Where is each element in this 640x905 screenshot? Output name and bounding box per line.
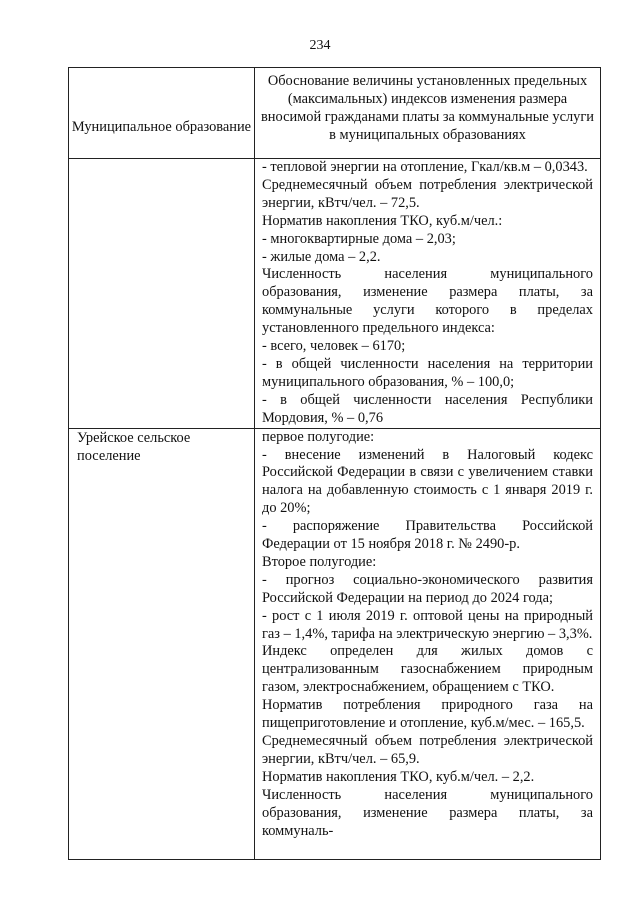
text-line: - распоряжение Правительства Российской Федерации от 15 ноября 2018 г. № 2490-р. (262, 518, 593, 553)
text-line: Численность населения муниципального образования, изменение размера платы, за коммунальные услуги которого в пределах установленного предельного индекса: (262, 266, 593, 337)
header-municipality (69, 68, 255, 159)
text-line: Норматив накопления ТКО, куб.м/чел. – 2,2. (262, 768, 535, 785)
text-line: Индекс определен для жилых домов с централизованным газоснабжением природным газом, электроснабжением, обращением с ТКО. (262, 643, 593, 696)
text-line: Среднемесячный объем потребления электрической энергии, кВтч/чел. – 65,9. (262, 733, 593, 767)
text-line: Второе полугодие: (262, 553, 377, 570)
table-row (69, 159, 601, 429)
municipality-cell (69, 159, 255, 429)
text-line: - прогноз социально-экономического развития Российской Федерации на период до 2024 года; (262, 571, 593, 606)
text-line: - внесение изменений в Налоговый кодекс Российской Федерации в связи с увеличением ставки налога на добавленную стоимость с 1 января 2019 г. до 20%; (262, 446, 593, 517)
page-number: 234 (309, 38, 331, 53)
text-line: Среднемесячный объем потребления электрической энергии, кВтч/чел. – 72,5. (262, 176, 593, 211)
justification-cell (255, 159, 601, 429)
justification-cell (255, 428, 601, 859)
text-line: Норматив накопления ТКО, куб.м/чел.: (262, 212, 503, 229)
text-line: - многоквартирные дома – 2,03; (262, 230, 456, 247)
municipality-name: Урейское сельское поселение (77, 429, 191, 464)
municipal-index-table (68, 67, 601, 860)
table-header-row (69, 68, 601, 159)
text-line: - рост с 1 июля 2019 г. оптовой цены на природный газ – 1,4%, тарифа на электрическую энергию – 3,3%. (262, 607, 593, 642)
text-line: - всего, человек – 6170; (262, 338, 406, 355)
text-line: первое полугодие: (262, 428, 375, 445)
text-line: - тепловой энергии на отопление, Гкал/кв.м – 0,0343. (262, 159, 588, 175)
text-line: - в общей численности населения на территории муниципального образования, % – 100,0; (262, 355, 593, 390)
text-line: Численность населения муниципального образования, изменение размера платы, за коммуналь- (262, 786, 593, 839)
text-line: - жилые дома – 2,2. (262, 248, 381, 265)
header-justification (255, 68, 601, 159)
header-justification-label: Обоснование величины установленных предельных (максимальных) индексов изменения размера вносимой гражданами платы за коммунальные услуги в муниципальных образованиях (261, 73, 594, 143)
text-line: - в общей численности населения Республики Мордовия, % – 0,76 (262, 391, 593, 426)
header-municipality-label: Муниципальное образование (71, 119, 252, 136)
text-line: Норматив потребления природного газа на пищеприготовление и отопление, куб.м/мес. – 165,5. (262, 697, 593, 732)
municipality-cell (69, 428, 255, 859)
table-row (69, 428, 601, 859)
